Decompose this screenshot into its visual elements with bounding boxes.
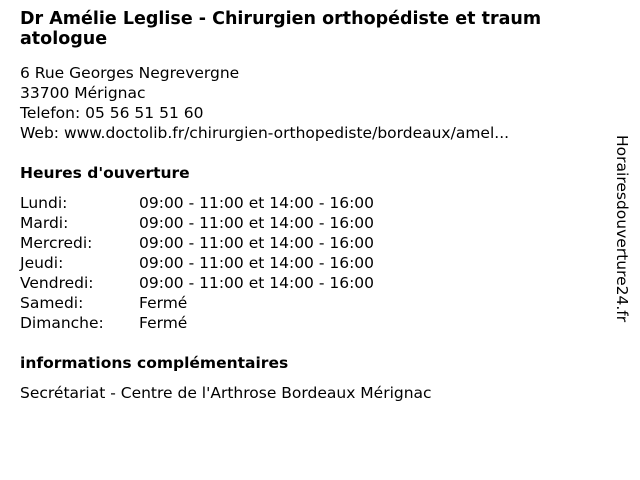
- time-value: 09:00 - 11:00 et 14:00 - 16:00: [139, 254, 375, 272]
- time-value: Fermé: [139, 294, 188, 312]
- watermark-text: Horairesdouverture24.fr: [613, 135, 631, 323]
- additional-info-text: Secrétariat - Centre de l'Arthrose Bordeaux Mérignac: [20, 384, 432, 402]
- additional-info-heading: informations complémentaires: [20, 354, 289, 372]
- time-value: 09:00 - 11:00 et 14:00 - 16:00: [139, 194, 375, 212]
- day-label: Dimanche:: [20, 314, 104, 332]
- opening-hours-heading: Heures d'ouverture: [20, 164, 190, 182]
- time-value: 09:00 - 11:00 et 14:00 - 16:00: [139, 234, 375, 252]
- day-label: Mardi:: [20, 214, 69, 232]
- day-label: Jeudi:: [20, 254, 64, 272]
- title-line-1: Dr Amélie Leglise - Chirurgien orthopédiste et traum: [20, 9, 542, 29]
- title-line-2: atologue: [20, 29, 108, 49]
- time-value: 09:00 - 11:00 et 14:00 - 16:00: [139, 274, 375, 292]
- phone-number: Telefon: 05 56 51 51 60: [20, 104, 204, 122]
- city-postcode: 33700 Mérignac: [20, 84, 146, 102]
- time-value: 09:00 - 11:00 et 14:00 - 16:00: [139, 214, 375, 232]
- day-label: Mercredi:: [20, 234, 93, 252]
- day-label: Lundi:: [20, 194, 68, 212]
- website-url: Web: www.doctolib.fr/chirurgien-orthopediste/bordeaux/amel...: [20, 124, 510, 142]
- time-value: Fermé: [139, 314, 188, 332]
- address-block: [20, 63, 509, 143]
- day-label: Vendredi:: [20, 274, 94, 292]
- day-label: Samedi:: [20, 294, 84, 312]
- page-title: [20, 9, 620, 49]
- street-address: 6 Rue Georges Negrevergne: [20, 64, 240, 82]
- site-watermark: [612, 135, 632, 345]
